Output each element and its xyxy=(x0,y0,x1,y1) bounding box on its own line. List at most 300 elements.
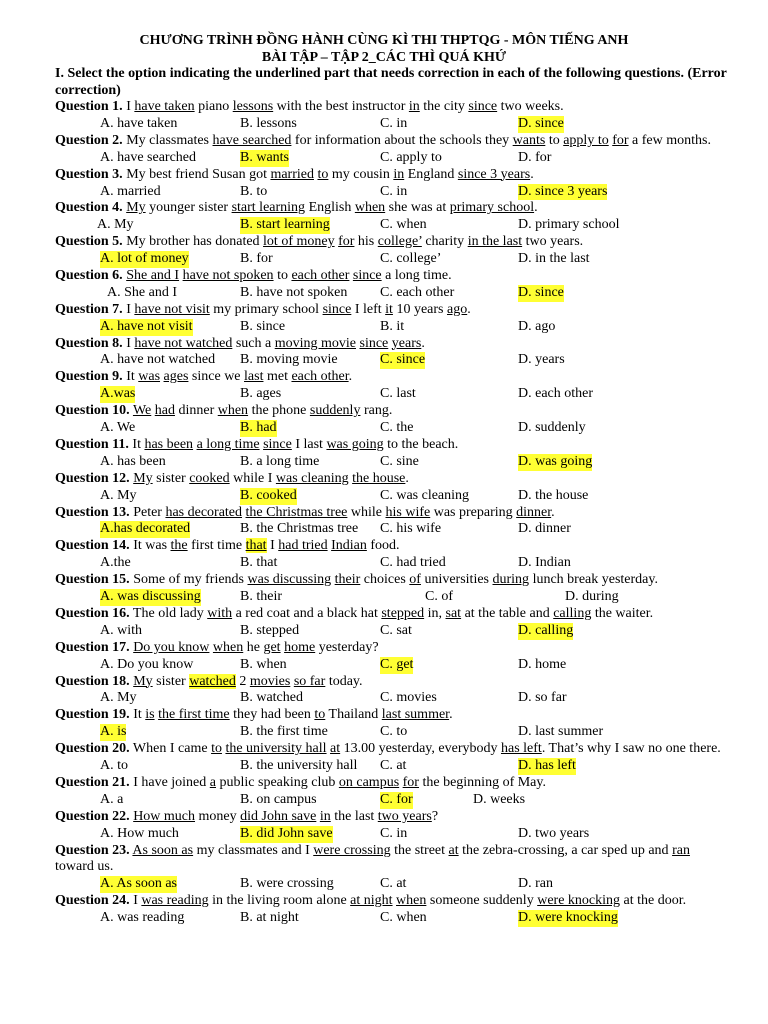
question-5 xyxy=(55,234,728,268)
option-b: B. to xyxy=(240,183,268,199)
option-row xyxy=(55,657,728,674)
stem-text: yesterday? xyxy=(315,639,379,655)
option-row xyxy=(55,285,728,302)
underlined-part: have taken xyxy=(134,99,195,114)
stem-text: . xyxy=(421,335,425,351)
underlined-part: calling xyxy=(553,605,592,621)
option-d: D. for xyxy=(518,149,552,165)
stem-text: When I came xyxy=(129,741,212,757)
stem-text: My best friend Susan got xyxy=(122,166,271,182)
option-b: B. a long time xyxy=(240,453,320,469)
stem-text: they had been xyxy=(229,707,315,723)
underlined-part: the Christmas tree xyxy=(245,504,348,520)
option-d: D. last summer xyxy=(518,724,604,740)
underlined-part: ran xyxy=(672,842,690,858)
underlined-part: with xyxy=(207,605,233,621)
question-4 xyxy=(55,200,728,234)
underlined-part: has been xyxy=(144,436,194,452)
underlined-part: movies xyxy=(249,673,291,689)
option-b-answer-highlight: B. did John save xyxy=(240,825,333,841)
question-stem xyxy=(55,200,728,217)
underlined-part: have not watched xyxy=(134,335,233,351)
stem-text: choices xyxy=(360,572,410,588)
option-a: A.the xyxy=(100,555,131,571)
question-stem xyxy=(55,403,728,420)
stem-text: . xyxy=(405,470,409,486)
stem-text: lunch break yesterday. xyxy=(529,572,658,588)
question-label: Question 6. xyxy=(55,267,123,283)
stem-text: My brother has donated xyxy=(122,234,264,250)
underlined-part: during xyxy=(492,572,530,588)
underlined-part: their xyxy=(334,572,361,588)
option-a-answer-highlight: A. was discussing xyxy=(100,589,201,605)
option-row xyxy=(55,521,728,538)
question-13 xyxy=(55,505,728,539)
question-stem xyxy=(55,606,728,623)
option-b: B. for xyxy=(240,251,273,267)
question-stem xyxy=(55,99,728,116)
question-stem xyxy=(55,471,728,488)
underlined-part: at xyxy=(448,842,459,858)
option-d: D. dinner xyxy=(518,521,571,537)
option-a-answer-highlight: A.was xyxy=(100,386,136,402)
option-a-answer-highlight: A. As soon as xyxy=(100,876,178,892)
underlined-part: a long time xyxy=(196,436,260,452)
question-stem xyxy=(55,741,728,758)
option-c: C. when xyxy=(380,910,427,926)
stem-text: sister xyxy=(152,673,190,689)
option-row xyxy=(55,319,728,336)
option-b: B. on campus xyxy=(240,791,317,807)
underlined-part: since 3 years xyxy=(457,166,531,182)
underlined-part: ages xyxy=(163,369,189,385)
question-6 xyxy=(55,268,728,302)
underlined-part: for xyxy=(338,234,355,250)
option-a-answer-highlight: A. have not visit xyxy=(100,318,193,334)
underlined-part: to xyxy=(314,707,326,723)
stem-text: since we xyxy=(188,369,245,385)
option-b-answer-highlight: B. had xyxy=(240,420,277,436)
question-stem xyxy=(55,133,728,150)
option-d: D. ran xyxy=(518,876,553,892)
option-a: A. My xyxy=(100,690,137,706)
option-row xyxy=(55,910,728,927)
option-d: D. two years xyxy=(518,825,590,841)
option-c: C. at xyxy=(380,758,407,774)
question-label: Question 20. xyxy=(55,741,130,757)
question-stem xyxy=(55,809,728,826)
underlined-part: sat xyxy=(445,605,462,621)
option-a: A. have searched xyxy=(100,149,197,165)
option-b: B. have not spoken xyxy=(240,284,348,300)
stem-text: in, xyxy=(424,605,446,621)
stem-text: for information about the schools they xyxy=(291,132,513,148)
underlined-part: stepped xyxy=(381,605,425,621)
question-stem xyxy=(55,843,728,877)
option-row xyxy=(55,251,728,268)
option-a: A. She and I xyxy=(107,284,177,300)
option-d: D. during xyxy=(565,589,619,605)
option-b: B. when xyxy=(240,656,287,672)
stem-text: to xyxy=(545,132,564,148)
question-label: Question 2. xyxy=(55,132,123,148)
option-b: B. the first time xyxy=(240,724,328,740)
underlined-part: was going xyxy=(326,436,384,452)
option-b-answer-highlight: B. cooked xyxy=(240,487,297,503)
option-d-answer-highlight: D. since xyxy=(518,284,564,300)
underlined-part: of xyxy=(409,572,421,588)
question-stem xyxy=(55,234,728,251)
question-stem xyxy=(55,538,728,555)
stem-text: two weeks. xyxy=(497,99,564,114)
stem-text: was preparing xyxy=(430,504,517,520)
question-22 xyxy=(55,809,728,843)
stem-text: in the living room alone xyxy=(208,893,351,909)
option-c: C. in xyxy=(380,115,408,131)
question-list xyxy=(0,99,768,927)
stem-text: first time xyxy=(187,538,246,554)
stem-text: piano xyxy=(194,99,233,114)
option-c: C. in xyxy=(380,183,408,199)
option-row xyxy=(55,555,728,572)
question-label: Question 5. xyxy=(55,234,123,250)
underlined-part: it xyxy=(385,301,393,317)
option-a: A. has been xyxy=(100,453,166,469)
option-d: D. the house xyxy=(518,487,589,503)
stem-text: . xyxy=(530,166,534,182)
stem-text: . That’s why I saw no one there. xyxy=(541,741,721,757)
option-row xyxy=(55,150,728,167)
underlined-part: were crossing xyxy=(313,842,391,858)
stem-text: the street xyxy=(390,842,449,858)
stem-text: It xyxy=(129,707,146,723)
question-11 xyxy=(55,437,728,471)
option-row xyxy=(55,876,728,893)
option-a: A. married xyxy=(100,183,161,199)
question-label: Question 22. xyxy=(55,808,130,824)
question-label: Question 1. xyxy=(55,99,123,114)
option-row xyxy=(55,420,728,437)
option-c: C. movies xyxy=(380,690,437,706)
underlined-part: was discussing xyxy=(247,572,332,588)
question-21 xyxy=(55,775,728,809)
stem-text: It xyxy=(128,436,145,452)
option-a: A. was reading xyxy=(100,910,185,926)
question-8 xyxy=(55,336,728,370)
question-15 xyxy=(55,572,728,606)
underlined-part: in xyxy=(393,166,405,182)
option-a: A. a xyxy=(100,791,124,807)
option-a: A. have taken xyxy=(100,115,178,131)
underlined-part: last xyxy=(244,369,264,385)
option-a: A. We xyxy=(100,420,136,436)
stem-text: while I xyxy=(229,470,276,486)
underlined-part: was reading xyxy=(141,893,209,909)
option-a: A. with xyxy=(100,622,142,638)
underlined-part: How much xyxy=(133,808,196,824)
option-c: C. apply to xyxy=(380,149,442,165)
underlined-part: lot of money xyxy=(263,234,335,250)
option-d-answer-highlight: D. calling xyxy=(518,622,574,638)
section-instruction: I. Select the option indicating the underlined part that needs correction in each of the following questions. (Error correction) xyxy=(55,66,727,98)
option-row xyxy=(55,217,728,234)
underlined-part: in xyxy=(408,99,420,114)
underlined-part: have searched xyxy=(212,132,292,148)
stem-text: someone suddenly xyxy=(426,893,538,909)
option-c-answer-highlight: C. get xyxy=(380,656,414,672)
option-b: B. the university hall xyxy=(240,758,358,774)
option-d-answer-highlight: D. since 3 years xyxy=(518,183,608,199)
stem-text: It xyxy=(122,369,139,385)
option-d: D. ago xyxy=(518,318,556,334)
option-c: C. of xyxy=(425,589,453,605)
question-16 xyxy=(55,606,728,640)
underlined-part: two years xyxy=(377,808,432,824)
option-a: A. have not watched xyxy=(100,352,216,368)
underlined-part: when xyxy=(217,403,249,419)
option-b: B. at night xyxy=(240,910,299,926)
stem-text: 2 xyxy=(235,673,250,689)
option-b: B. their xyxy=(240,589,282,605)
option-d-answer-highlight: D. has left xyxy=(518,758,576,774)
stem-text: dinner xyxy=(174,403,218,419)
stem-text: 13.00 yesterday, everybody xyxy=(340,741,501,757)
stem-text: while xyxy=(347,504,386,520)
underlined-part: My xyxy=(126,200,146,216)
underlined-part: Do you know xyxy=(133,639,210,655)
stem-text: . xyxy=(348,369,353,385)
stem-text: with the best instructor xyxy=(273,99,409,114)
underlined-part: so far xyxy=(293,673,326,689)
underlined-part: was cleaning xyxy=(275,470,349,486)
option-c: C. last xyxy=(380,386,416,402)
underlined-part: college’ xyxy=(377,234,422,250)
underlined-part: each other xyxy=(291,369,349,385)
stem-text: my cousin xyxy=(328,166,394,182)
question-label: Question 8. xyxy=(55,335,123,351)
option-d-answer-highlight: D. since xyxy=(518,115,564,131)
option-d: D. in the last xyxy=(518,251,590,267)
option-row xyxy=(55,184,728,201)
question-stem xyxy=(55,302,728,319)
underlined-part: the xyxy=(170,538,188,554)
underlined-part: wants xyxy=(512,132,546,148)
stem-text: today. xyxy=(325,673,363,689)
option-b-answer-highlight: B. wants xyxy=(240,149,289,165)
question-stem xyxy=(55,674,728,691)
underlined-part: ago xyxy=(446,301,468,317)
question-label: Question 10. xyxy=(55,403,130,419)
worksheet-subtitle: BÀI TẬP – TẬP 2_CÁC THÌ QUÁ KHỨ xyxy=(261,49,507,65)
underlined-part: in the last xyxy=(467,234,523,250)
question-label: Question 3. xyxy=(55,166,123,182)
option-row xyxy=(55,724,728,741)
option-b: B. that xyxy=(240,555,278,571)
option-row xyxy=(55,386,728,403)
stem-text: ? xyxy=(431,808,439,824)
question-label: Question 17. xyxy=(55,639,130,655)
stem-text: public speaking club xyxy=(216,774,339,790)
underlined-part: in xyxy=(319,808,331,824)
stem-text: his xyxy=(354,234,378,250)
option-c: B. it xyxy=(380,318,405,334)
underlined-part: the first time xyxy=(158,707,230,723)
stem-text: I xyxy=(266,538,279,554)
question-stem xyxy=(55,268,728,285)
option-row xyxy=(55,352,728,369)
question-stem xyxy=(55,369,728,386)
underlined-part: years xyxy=(391,335,422,351)
question-18 xyxy=(55,674,728,708)
stem-text: a long time. xyxy=(381,267,452,283)
question-stem xyxy=(55,336,728,353)
option-row xyxy=(55,758,728,775)
option-a-answer-highlight: A. is xyxy=(100,724,127,740)
stem-text: The old lady xyxy=(129,605,208,621)
question-14 xyxy=(55,538,728,572)
underlined-part: suddenly xyxy=(309,403,361,419)
question-stem xyxy=(55,505,728,522)
stem-text: at the table and xyxy=(461,605,554,621)
option-c: C. had tried xyxy=(380,555,446,571)
option-a: A. My xyxy=(97,217,134,233)
option-b: B. moving movie xyxy=(240,352,338,368)
question-label: Question 9. xyxy=(55,369,123,385)
option-c: C. was cleaning xyxy=(380,487,470,503)
question-7 xyxy=(55,302,728,336)
stem-text: the zebra-crossing, a car sped up and xyxy=(458,842,673,858)
question-12 xyxy=(55,471,728,505)
stem-text: Thailand xyxy=(325,707,382,723)
underlined-part: since xyxy=(322,301,352,317)
underlined-part: lessons xyxy=(232,99,274,114)
question-10 xyxy=(55,403,728,437)
underlined-part: were knocking xyxy=(537,893,621,909)
underlined-part: his wife xyxy=(385,504,431,520)
underlined-part: She and I xyxy=(126,267,180,283)
stem-text: the phone xyxy=(248,403,310,419)
underlined-part: when xyxy=(354,200,386,216)
option-a: A. Do you know xyxy=(100,656,194,672)
stem-text: such a xyxy=(232,335,275,351)
option-d: D. years xyxy=(518,352,565,368)
stem-text: England xyxy=(404,166,458,182)
question-3 xyxy=(55,167,728,201)
stem-text: Peter xyxy=(129,504,166,520)
option-a-answer-highlight: A. lot of money xyxy=(100,251,189,267)
option-d: D. Indian xyxy=(518,555,571,571)
stem-text: younger sister xyxy=(145,200,232,216)
stem-text: to xyxy=(273,267,292,283)
stem-text: my classmates and I xyxy=(193,842,314,858)
option-a: A. to xyxy=(100,758,128,774)
option-c: C. to xyxy=(380,724,408,740)
stem-text: a few months. xyxy=(628,132,711,148)
underlined-part: did John save xyxy=(240,808,317,824)
question-23 xyxy=(55,843,728,894)
question-label: Question 19. xyxy=(55,707,130,723)
stem-text: the beginning of May. xyxy=(418,774,546,790)
question-stem xyxy=(55,167,728,184)
stem-text: Some of my friends xyxy=(129,572,248,588)
underlined-part: that xyxy=(245,538,267,554)
option-c: C. the xyxy=(380,420,414,436)
underlined-part: As soon as xyxy=(132,842,194,858)
stem-text: I xyxy=(122,301,135,317)
option-c: C. sine xyxy=(380,453,419,469)
stem-text: the city xyxy=(419,99,469,114)
option-a: A. My xyxy=(100,487,137,503)
option-d: D. each other xyxy=(518,386,594,402)
option-b: B. since xyxy=(240,318,286,334)
option-a: A. How much xyxy=(100,825,179,841)
underlined-part: since xyxy=(263,436,292,452)
stem-text: It was xyxy=(129,538,171,554)
stem-text: toward us. xyxy=(55,859,114,875)
stem-text: I xyxy=(122,335,135,351)
option-c: C. at xyxy=(380,876,407,892)
question-20 xyxy=(55,741,728,775)
underlined-part: have not visit xyxy=(134,301,210,317)
underlined-part: was xyxy=(138,369,161,385)
underlined-part: at xyxy=(330,741,341,757)
option-c-answer-highlight: C. for xyxy=(380,791,413,807)
option-row xyxy=(55,792,728,809)
question-2 xyxy=(55,133,728,167)
underlined-part: moving movie xyxy=(274,335,356,351)
stem-text: a red coat and a black hat xyxy=(232,605,382,621)
option-row xyxy=(55,623,728,640)
option-b: B. lessons xyxy=(240,115,297,131)
underlined-part: get xyxy=(263,639,281,655)
question-label: Question 24. xyxy=(55,893,130,909)
stem-text: money xyxy=(195,808,241,824)
question-stem xyxy=(55,775,728,792)
stem-text: My classmates xyxy=(122,132,213,148)
option-b: B. ages xyxy=(240,386,282,402)
stem-text: I xyxy=(122,99,135,114)
stem-text: charity xyxy=(421,234,468,250)
question-label: Question 21. xyxy=(55,774,130,790)
question-1 xyxy=(55,99,728,133)
question-label: Question 12. xyxy=(55,470,130,486)
stem-text: the waiter. xyxy=(591,605,654,621)
option-d: D. suddenly xyxy=(518,420,586,436)
option-b: B. watched xyxy=(240,690,303,706)
stem-text: I left xyxy=(351,301,386,317)
underlined-part: cooked xyxy=(189,470,230,486)
option-row xyxy=(55,116,728,133)
question-label: Question 16. xyxy=(55,605,130,621)
option-a-answer-highlight: A.has decorated xyxy=(100,521,191,537)
option-row xyxy=(55,826,728,843)
underlined-part: dinner xyxy=(516,504,552,520)
question-label: Question 23. xyxy=(55,842,130,858)
option-c: C. his wife xyxy=(380,521,442,537)
underlined-part: home xyxy=(284,639,316,655)
stem-text: I last xyxy=(291,436,327,452)
option-c-answer-highlight: C. since xyxy=(380,352,426,368)
stem-text: food. xyxy=(366,538,400,554)
stem-text: English xyxy=(305,200,355,216)
underlined-part: My xyxy=(133,470,153,486)
stem-text: at the door. xyxy=(620,893,687,909)
question-24 xyxy=(55,893,728,927)
option-c: C. sat xyxy=(380,622,412,638)
underlined-part: had xyxy=(154,403,175,419)
question-17 xyxy=(55,640,728,674)
underlined-part: to xyxy=(317,166,329,182)
